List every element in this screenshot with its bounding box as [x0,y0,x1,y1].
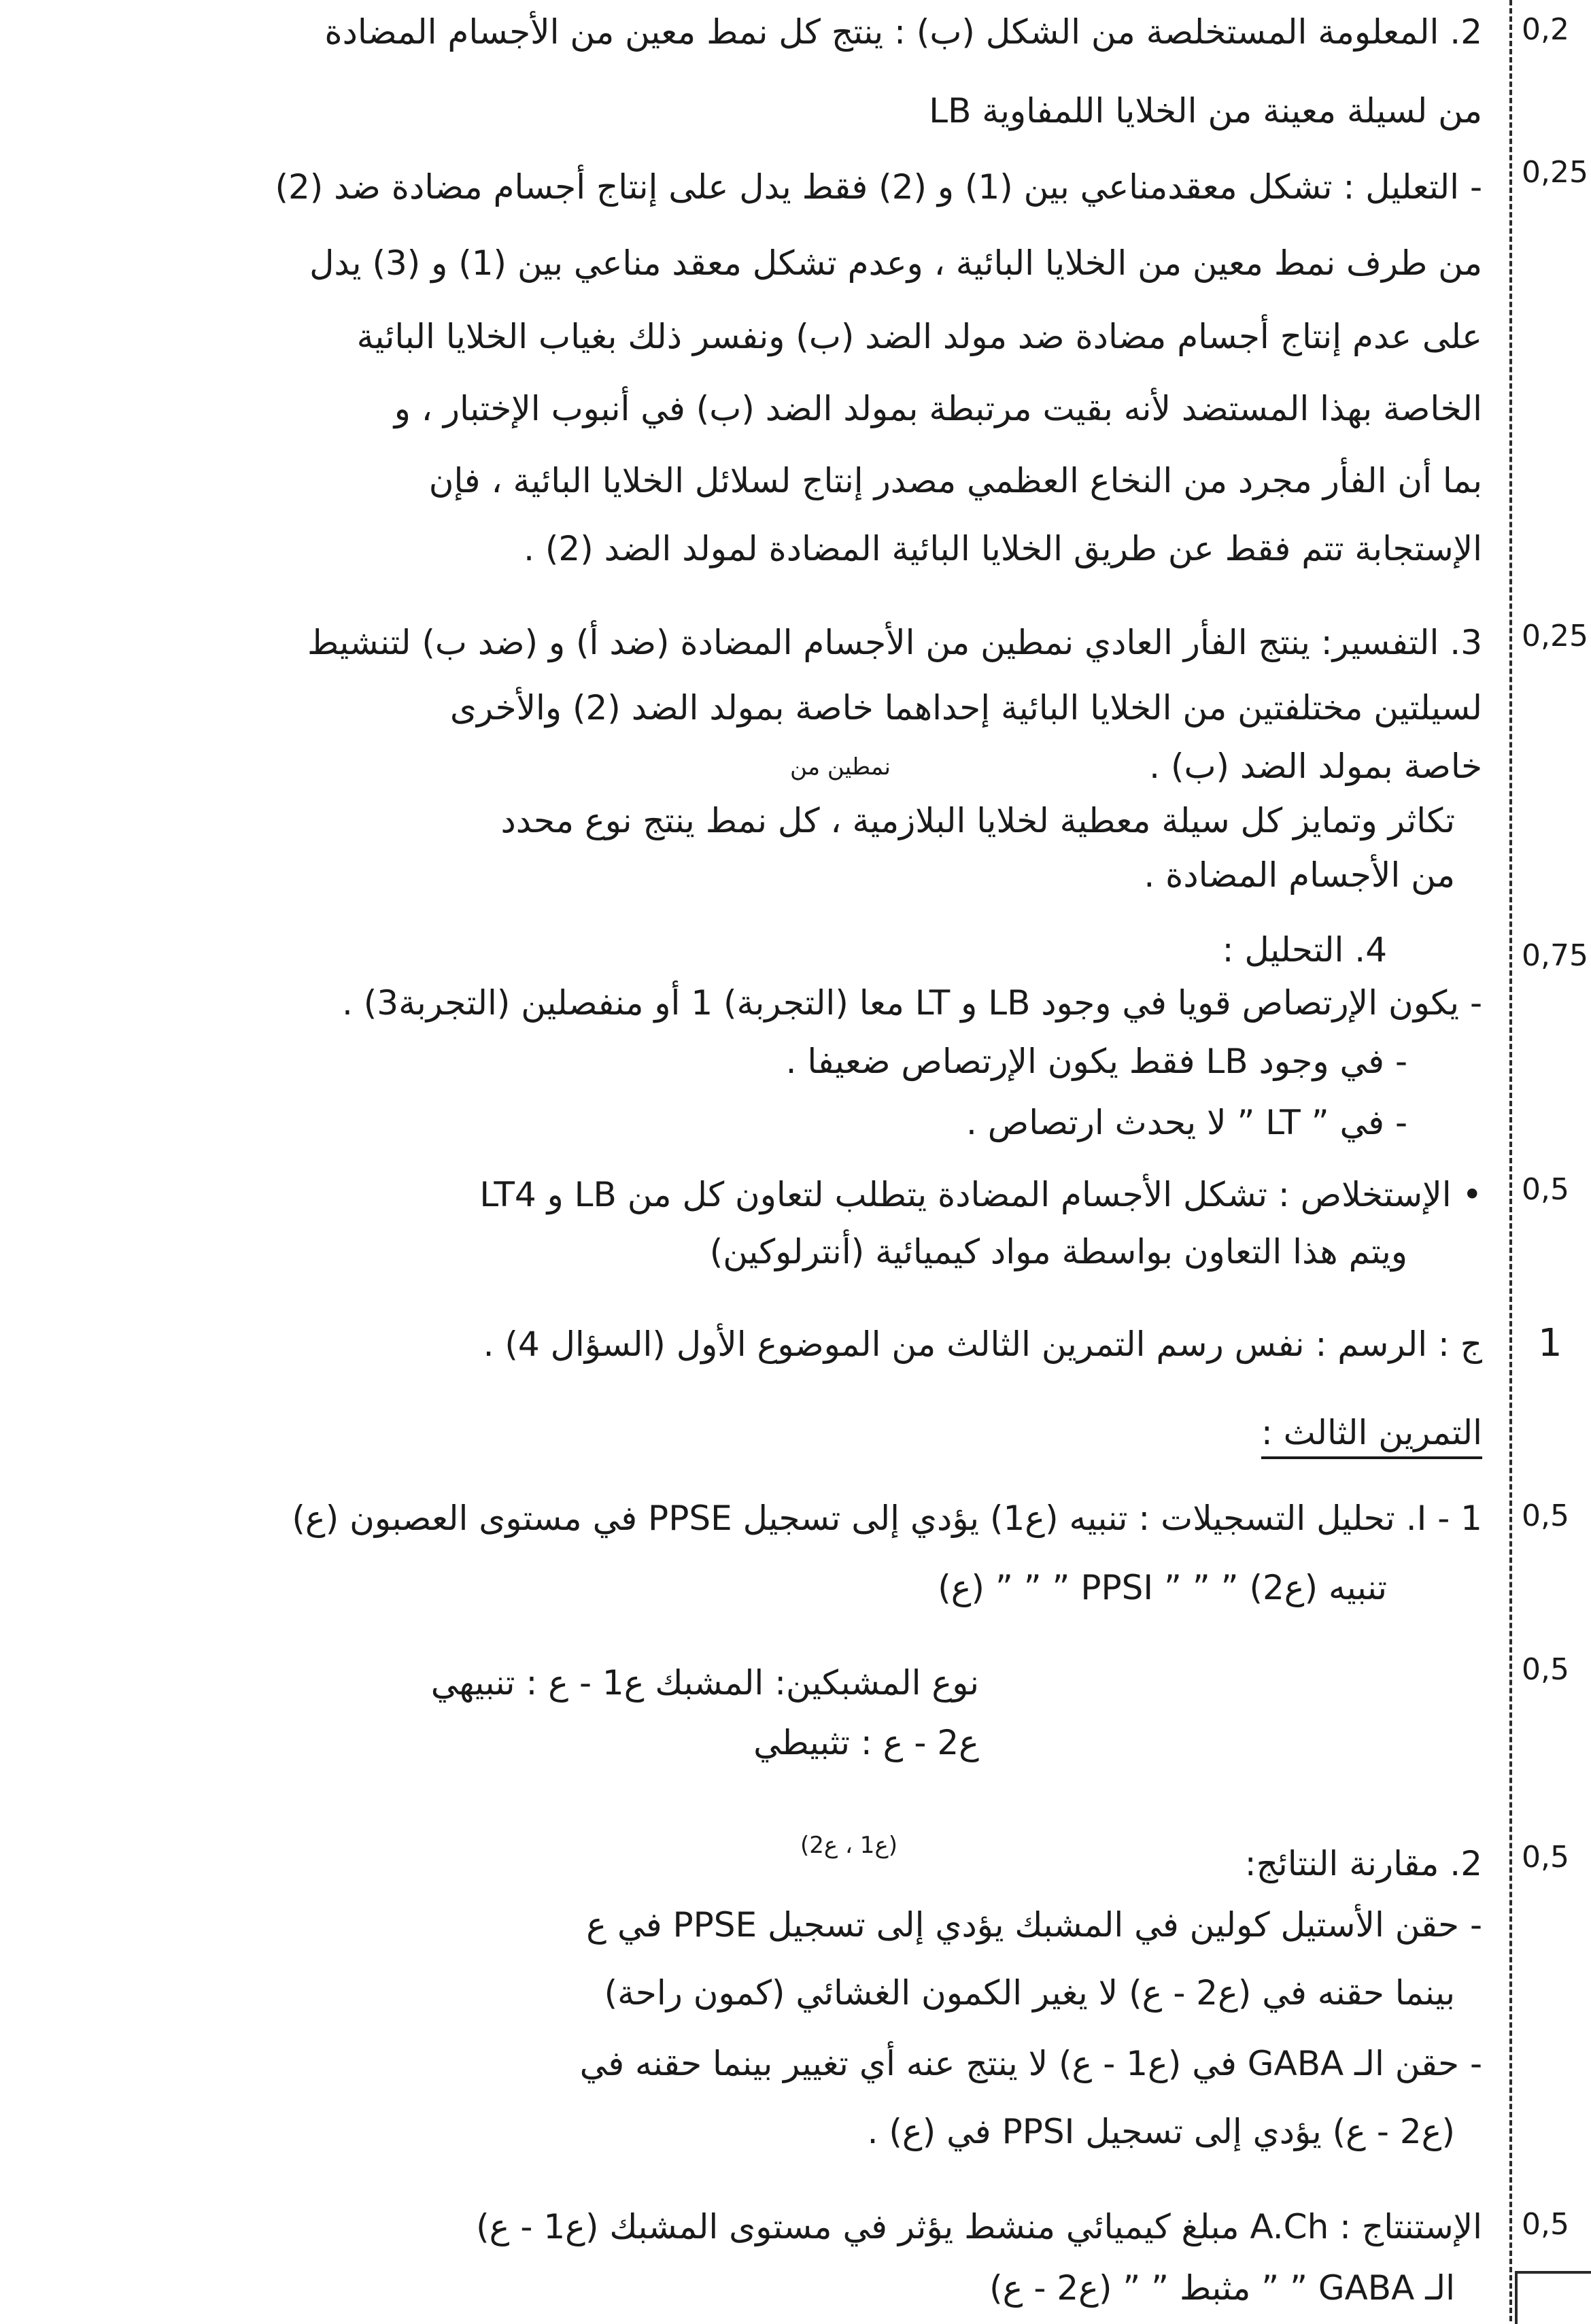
line-q4-analysis-1: - يكون الإرتصاص قويا في وجود LB و LT معا (التجربة) 1 أو منفصلين (التجربة3) . [341,983,1482,1023]
line-q4-analysis: 4. التحليل : [1222,930,1387,970]
grade-mark: 0,25 [1522,155,1588,190]
grade-mark: 0,5 [1522,1499,1569,1533]
grade-mark: 0,5 [1522,1652,1569,1687]
line-q4-analysis-2: - في وجود LB فقط يكون الإرتصاص ضعيفا . [785,1042,1407,1081]
margin-divider-line [1509,0,1512,2321]
line-conclusion-2: الـ GABA ” ” مثبط ” ” (ع2 - ع) [989,2268,1455,2308]
grade-mark: 0,5 [1522,1840,1569,1875]
line-synapse-type: نوع المشبكين: المشبك ع1 - ع : تنبيهي [430,1663,979,1703]
line-q3-explanation: 3. التفسير: ينتج الفأر العادي نمطين من الأجسام المضادة (ضد أ) و (ضد ب) لتنشيط [307,623,1482,662]
line-justification-2: من طرف نمط معين من الخلايا البائية ، وعدم تشكل معقد مناعي بين (1) و (3) يدل [309,243,1482,283]
insertion-note: نمطين من [789,753,891,781]
line-comparison: 2. مقارنة النتائج: [1244,1844,1482,1883]
grade-mark: 0,5 [1522,1172,1569,1207]
line-conclusion: الإستنتاج : A.Ch مبلغ كيميائي منشط يؤثر في مستوى المشبك (ع1 - ع) [476,2207,1482,2246]
line-q3-explanation-2: لسيلتين مختلفتين من الخلايا البائية إحداهما خاصة بمولد الضد (2) والأخرى [449,688,1482,728]
grade-mark: 0,25 [1522,619,1588,653]
line-recordings-analysis: I - 1. تحليل التسجيلات : تنبيه (ع1) يؤدي إلى تسجيل PPSE في مستوى العصبون (ع) [292,1499,1482,1538]
exercise-3-heading [1261,1409,1482,1456]
line-synapse-type-2: ع2 - ع : تثبيطي [753,1723,979,1762]
line-justification-4: الخاصة بهذا المستضد لأنه بقيت مرتبطة بمولد الضد (ب) في أنبوب الإختبار ، و [394,389,1482,428]
comparison-annotation: (ع1 ، ع2) [800,1832,897,1859]
line-q2-info-cont: من لسيلة معينة من الخلايا اللمفاوية LB [929,91,1482,131]
grade-mark: 0,5 [1522,2207,1569,2242]
line-q2-info: 2. المعلومة المستخلصة من الشكل (ب) : ينتج كل نمط معين من الأجسام المضادة [324,12,1482,52]
grade-mark: 0,75 [1522,938,1588,973]
grade-mark: 1 [1538,1321,1562,1365]
line-drawing-note: ج : الرسم : نفس رسم التمرين الثالث من الموضوع الأول (السؤال 4) . [483,1325,1482,1364]
grade-mark: 0,2 [1522,12,1569,47]
line-q3-explanation-5: من الأجسام المضادة . [1144,855,1455,895]
exercise-3-title: التمرين الثالث : [1261,1413,1482,1459]
line-justification: - التعليل : تشكل معقدمناعي بين (1) و (2) فقط يدل على إنتاج أجسام مضادة ضد (2) [275,167,1482,207]
line-justification-3: على عدم إنتاج أجسام مضادة ضد مولد الضد (ب) ونفسر ذلك بغياب الخلايا البائية [356,317,1482,356]
corner-box [1515,2271,1591,2324]
line-comparison-2: بينما حقنه في (ع2 - ع) لا يغير الكمون الغشائي (كمون راحة) [604,1973,1455,2013]
line-recordings-analysis-2: تنبيه (ع2) ” ” ” PPSI ” ” ” (ع) [938,1568,1387,1607]
line-comparison-3: - حقن الـ GABA في (ع1 - ع) لا ينتج عنه أي تغيير بينما حقنه في [579,2044,1482,2083]
line-comparison-4: (ع2 - ع) يؤدي إلى تسجيل PPSI في (ع) . [867,2112,1455,2151]
line-comparison-1: - حقن الأستيل كولين في المشبك يؤدي إلى تسجيل PPSE في ع [586,1905,1482,1945]
line-justification-6: الإستجابة تتم فقط عن طريق الخلايا البائية المضادة لمولد الضد (2) . [524,529,1482,568]
line-q4-analysis-3: - في ” LT ” لا يحدث ارتصاص . [965,1103,1407,1142]
line-q3-explanation-3: خاصة بمولد الضد (ب) . [1149,747,1482,786]
line-justification-5: بما أن الفأر مجرد من النخاع العظمي مصدر إنتاج لسلائل الخلايا البائية ، فإن [428,461,1482,500]
line-q3-explanation-4: تكاثر وتمايز كل سيلة معطية لخلايا البلازمية ، كل نمط ينتج نوع محدد [500,801,1455,840]
line-q4-conclusion-2: ويتم هذا التعاون بواسطة مواد كيميائية (أنترلوكين) [709,1232,1407,1271]
line-q4-conclusion: • الإستخلاص : تشكل الأجسام المضادة يتطلب لتعاون كل من LB و LT4 [479,1175,1482,1214]
